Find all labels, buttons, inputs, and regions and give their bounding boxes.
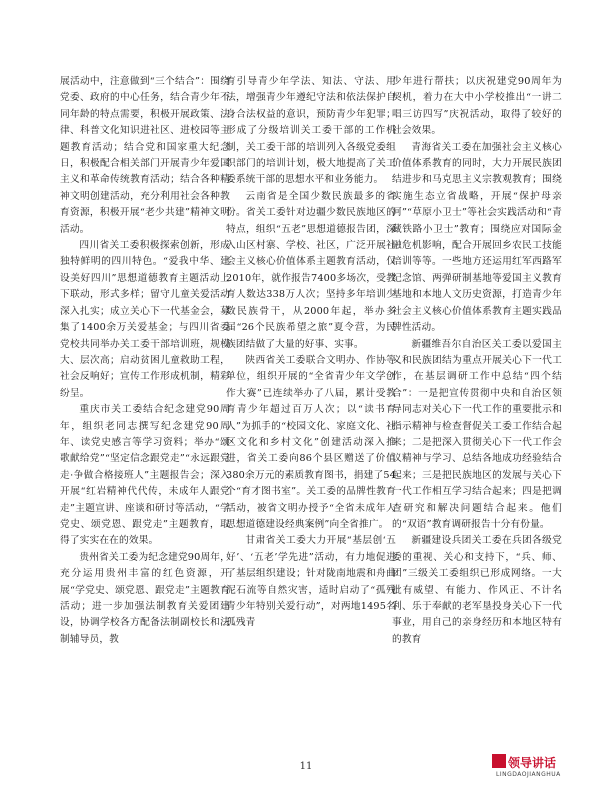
- paragraph: 四川省关工委积极探索创新，形成独特鲜明的四川特色。“爱我中华、建设美好四川”思想道德教育主题活动上下联动，形式多样；留守儿童关爱活动深入扎实；成立关心下一代基金会，募集了1400余万关爱基金；与四川省委党校共同举办关工委干部培训班，规模大、层次高；启动贫困儿童救助工程，社会反响好；宣传工作形成机制，精彩纷呈。: [60, 240, 230, 399]
- paragraph: 新疆维吾尔自治区关工委以爱国主义和民族团结为重点开展关心下一代工作，在基层调研工作中总结“四个结合”：一是把宣传贯彻中央和自治区领导同志对关心下一代工作的重要批示和指示精神与检查督促关工委工作结合起来；二是把深入贯彻关心下一代工作会议精神与学习、总结各地成功经验结合起来；三是把民族地区的发展与关心下一代工作相互学习结合起来；四是把调查研究和解决问题结合起来。他们的“双语”教育调研报告十分有份量。: [392, 338, 562, 530]
- brand-name: 领导讲话: [508, 756, 557, 770]
- article-column-1: [60, 74, 230, 648]
- article-column-3: [392, 74, 562, 648]
- paragraph: 甘肃省关工委大力开展“基层创‘五好’、‘五老’学先进”活动，有力地促进了基层组织建设；针对陇南地震和舟曲泥石流等自然灾害，适时启动了“孤残青少年特别关爱行动”，对两地1495名孤残青: [226, 535, 396, 629]
- paragraph: 新疆建设兵团关工委在兵团各级党委的重视、关心和支持下，“兵、师、团”三级关工委组织已形成网络。一大批有威望、有能力、作风正、不计名利、乐于奉献的老军垦投身关心下一代事业，用自己的亲身经历和本地区特有的教育: [392, 535, 562, 645]
- paragraph: 贵州省关工委为纪念建党90周年，充分运用贵州丰富的红色资源，开展“学党史、颂党恩、跟党走”主题教育活动；进一步加强法制教育关爱团建设，协调学校各方配备法制副校长和法制辅导员，教: [60, 551, 230, 645]
- paragraph: 陕西省关工委联合文明办、作协等单位，组织开展的“全省青少年文学创作大赛”已连续举办了八届，累计受教育青少年超过百万人次；以“读书育人”为抓手的“校园文化、家庭文化、社区文化和乡村文化”创建活动深入推进，省关工委向86个县区赠送了价值380余万元的素质教育图书，捐建了54个“育才图书室”。关工委的品牌性教育活动，被省文明办授予“全省未成年人思想道德建设经典案例”向全省推广。: [226, 354, 396, 530]
- brand-subtitle: LINGDAOJIANGHUA: [496, 771, 561, 778]
- paragraph: 重庆市关工委结合纪念建党90周年，组织老同志撰写纪念建党90周年、读党史感言等学习资料；举办“颂歌献给党”“坚定信念跟党走”“永远跟党走·争做合格接班人”主题报告会；深入开展“红岩精神代代传，未成年人跟党走”主题宣讲、座谈和研讨等活动，“学党史、颂党恩、跟党走”主题教育，取得了实实在在的效果。: [60, 404, 230, 547]
- paragraph: 展活动中，注意做到“三个结合”：围绕党委、政府的中心任务，结合青少年不同年龄的特点需要，积极开展政策、法律、科普文化知识进社区、进校园等主题教育活动；结合党和国家重大纪念日，积极配合相关部门开展青少年爱国主义和革命传统教育活动；结合各种精神文明创建活动，充分利用社会各种教育资源，积极开展“老少共建”精神文明活动。: [60, 76, 230, 235]
- paragraph: 青海省关工委在加强社会主义核心价值体系教育的同时，大力开展民族团结进步和马克思主义宗教观教育；围绕实施生态立省战略，开展“保护母亲河”“草原小卫士”等社会实践活动和“青藏铁路小卫士”教育；围绕应对国际金融危机影响，配合开展回乡农民工技能培训等等。一些地方还运用红军西路军纪念馆、两弹研制基地等爱国主义教育基地和本地人文历史资源，打造青少年社会主义核心价值体系教育主题实践品牌性活动。: [392, 141, 562, 334]
- paragraph: 少年进行帮扶；以庆祝建党90周年为契机，着力在大中小学校推出“一讲二唱三访四写”庆祝活动，取得了较好的社会效果。: [392, 76, 562, 137]
- page-number: 11: [299, 761, 313, 772]
- brand-mark-icon: [492, 754, 506, 768]
- article-column-2: [226, 74, 396, 632]
- paragraph: 云南省是全国少数民族最多的省份。省关工委针对边疆少数民族地区的特点，组织“五老”思想道德报告团，深入山区村寨、学校、社区，广泛开展社会主义核心价值体系主题教育活动，仅2010年，就作报告7400多场次，受教育人数达338万人次；坚持多年培训少数民族骨干，从2000年起，举办多届“26个民族希望之旅”夏令营，为民族团结做了大量的好事、实事。: [226, 190, 396, 350]
- paragraph: 育引导青少年学法、知法、守法、用法，增强青少年遵纪守法和依法保护自身合法权益的意识，预防青少年犯罪；形成了分级培训关工委干部的工作机制，关工委干部的培训列入各级党委组织部门的培训计划，极大地提高了关工委系统干部的思想水平和业务能力。: [226, 76, 396, 186]
